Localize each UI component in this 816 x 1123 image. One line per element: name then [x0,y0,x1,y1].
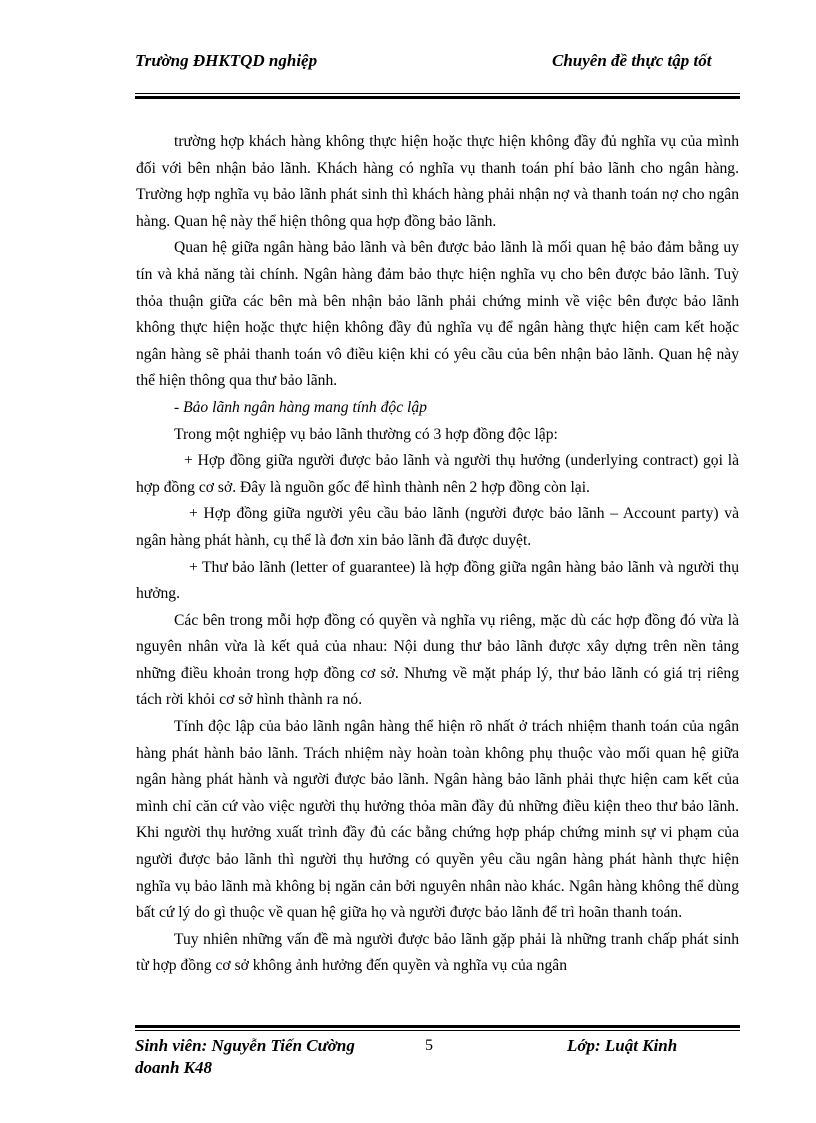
list-item: + Hợp đồng giữa người được bảo lãnh và người thụ hưởng (underlying contract) gọi là hợp đồng cơ sở. Đây là nguồn gốc để hình thành nên 2 hợp đồng còn lại. [136,452,739,496]
footer-rule-thin [135,1030,740,1031]
footer-class: Lớp: Luật Kinh [567,1036,678,1055]
paragraph: Tính độc lập của bảo lãnh ngân hàng thể hiện rõ nhất ở trách nhiệm thanh toán của ngân hàng phát hành bảo lãnh. Trách nhiệm này hoàn toàn không phụ thuộc vào mối quan hệ giữa ngân hàng phát hành và người được bảo lãnh. Ngân hàng bảo lãnh phải thực hiện cam kết của mình chỉ căn cứ vào việc người thụ hưởng thỏa mãn đầy đủ những điều kiện theo thư bảo lãnh. Khi người thụ hưởng xuất trình đầy đủ các bằng chứng hợp pháp chứng minh sự vi phạm của người được bảo lãnh thì người thụ hưởng có quyền yêu cầu ngân hàng phát hành thực hiện nghĩa vụ bảo lãnh mà không bị ngăn cản bởi nguyên nhân nào khác. Ngân hàng không thể dùng bất cứ lý do gì thuộc về quan hệ giữa họ và người được bảo lãnh để trì hoãn thanh toán. [136,718,739,922]
footer-rule-thick [135,1025,740,1028]
paragraph: Các bên trong mỗi hợp đồng có quyền và nghĩa vụ riêng, mặc dù các hợp đồng đó vừa là nguyên nhân vừa là kết quả của nhau: Nội dung thư bảo lãnh được xây dựng trên nền tảng những điều khoản trong hợp đồng cơ sở. Nhưng về mặt pháp lý, thư bảo lãnh có giá trị riêng tách rời khỏi cơ sở hình thành ra nó. [136,611,739,709]
paragraph: Trong một nghiệp vụ bảo lãnh thường có 3 hợp đồng độc lập: [174,425,558,443]
header-title: Chuyên đề thực tập tốt [552,51,712,70]
paragraph: trường hợp khách hàng không thực hiện hoặc thực hiện không đầy đủ nghĩa vụ của mình đối với bên nhận bảo lãnh. Khách hàng có nghĩa vụ thanh toán phí bảo lãnh cho ngân hàng. Trường hợp nghĩa vụ bảo lãnh phát sinh thì khách hàng phải nhận nợ và thanh toán nợ cho ngân hàng. Quan hệ này thể hiện thông qua hợp đồng bảo lãnh. [136,133,739,230]
page-number: 5 [425,1037,433,1054]
list-item: + Thư bảo lãnh (letter of guarantee) là hợp đồng giữa ngân hàng bảo lãnh và người thụ hưởng. [136,558,739,603]
footer-student: Sinh viên: Nguyễn Tiến Cường doanh K48 [135,1036,355,1077]
section-subheading: - Bảo lãnh ngân hàng mang tính độc lập [174,398,427,416]
paragraph: Quan hệ giữa ngân hàng bảo lãnh và bên được bảo lãnh là mối quan hệ bảo đảm bằng uy tín và khả năng tài chính. Ngân hàng đảm bảo thực hiện nghĩa vụ cho bên được bảo lãnh. Tuỳ thỏa thuận giữa các bên mà bên nhận bảo lãnh phải chứng minh về việc bên được bảo lãnh không thực hiện hoặc thực hiện không đầy đủ nghĩa vụ để ngân hàng thực hiện cam kết hoặc ngân hàng sẽ phải thanh toán vô điều kiện khi có yêu cầu của bên nhận bảo lãnh. Quan hệ này thể hiện thông qua thư bảo lãnh. [136,239,739,390]
header-school: Trường ĐHKTQD nghiệp [135,51,318,70]
document-body [136,129,739,980]
header-rule-thick [135,96,740,99]
list-item: + Hợp đồng giữa người yêu cầu bảo lãnh (người được bảo lãnh – Account party) và ngân hàng phát hành, cụ thể là đơn xin bảo lãnh đã được duyệt. [136,505,739,549]
paragraph: Tuy nhiên những vấn đề mà người được bảo lãnh gặp phải là những tranh chấp phát sinh từ hợp đồng cơ sở không ảnh hưởng đến quyền và nghĩa vụ của ngân [136,930,739,975]
header-rule-thin [135,93,740,94]
